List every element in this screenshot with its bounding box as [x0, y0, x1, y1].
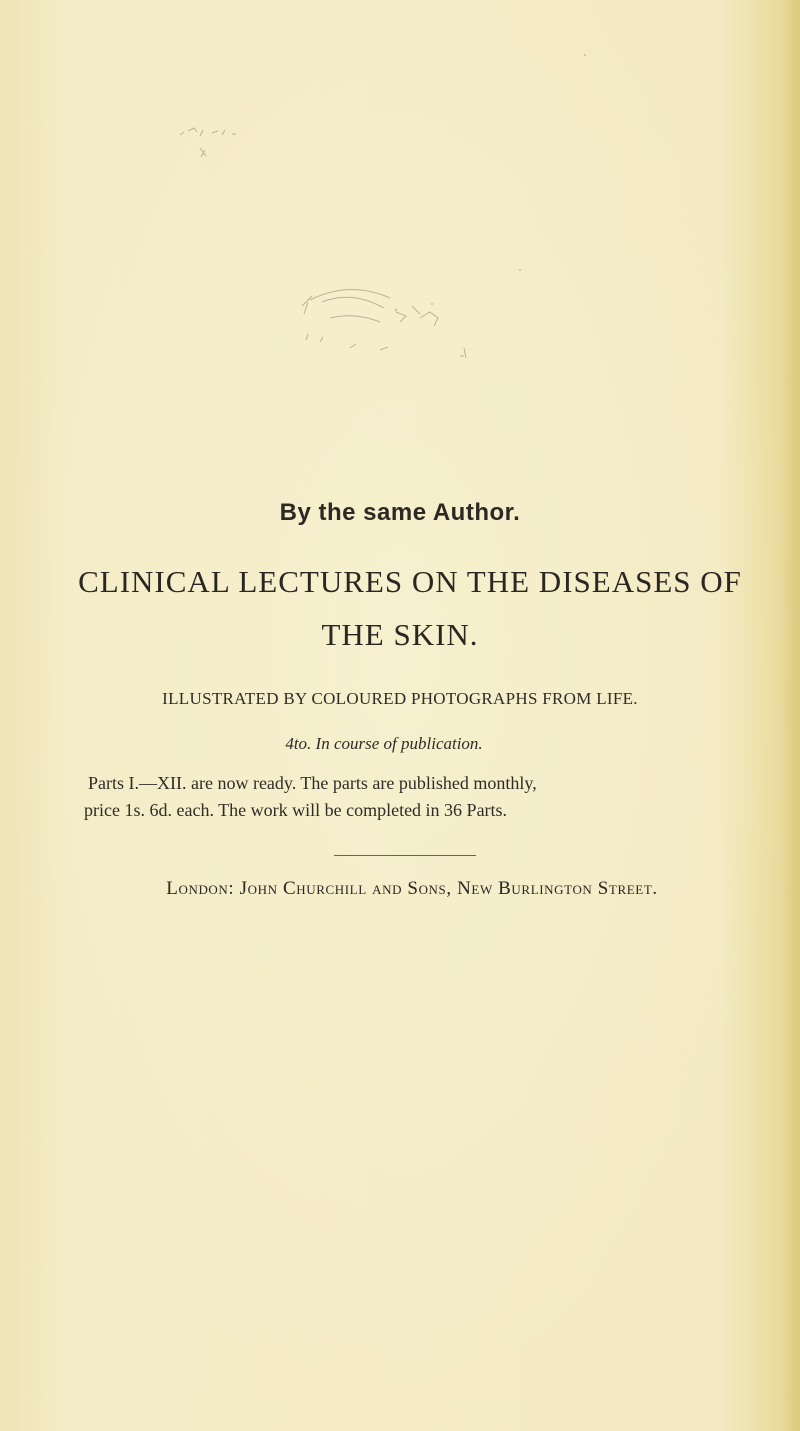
faint-bleed-through-marks	[0, 0, 800, 400]
divider-rule	[334, 855, 476, 856]
description-line-2: price 1s. 6d. each. The work will be completed in 36 Parts.	[84, 800, 508, 820]
description-line-1: Parts I.—XII. are now ready. The parts are published monthly,	[88, 773, 537, 793]
publisher-imprint: London: John Churchill and Sons, New Burlington Street.	[166, 878, 658, 899]
format-note: 4to. In course of publication.	[285, 734, 483, 753]
book-title-line-1: CLINICAL LECTURES ON THE DISEASES OF	[78, 564, 742, 599]
book-subtitle: ILLUSTRATED BY COLOURED PHOTOGRAPHS FROM LIFE.	[162, 689, 638, 708]
book-title-line-2: THE SKIN.	[321, 617, 479, 652]
byline: By the same Author.	[279, 499, 521, 526]
